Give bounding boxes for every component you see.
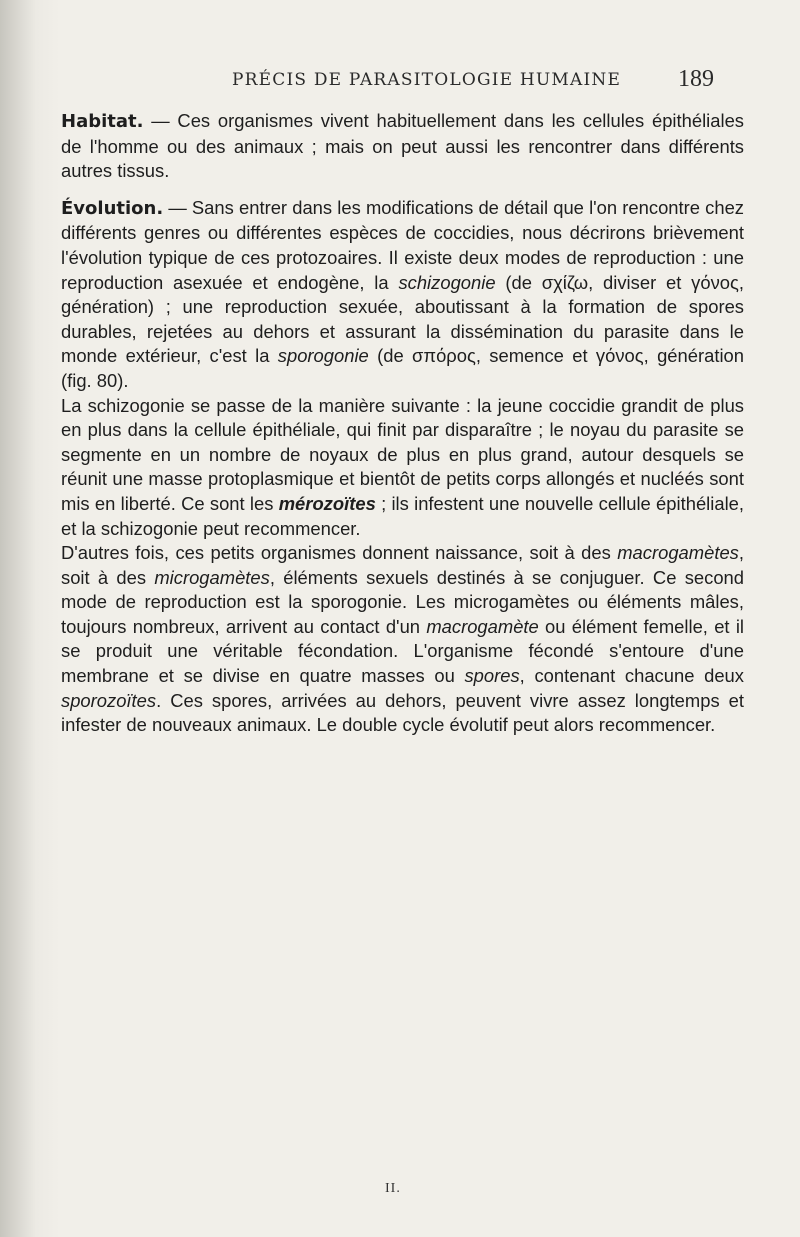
term-merozoites: mérozoïtes: [278, 492, 376, 514]
printer-signature: II.: [385, 1181, 401, 1196]
page-header: [0, 66, 800, 96]
term-macrogametes: macrogamètes: [617, 542, 739, 564]
sporogonie-text-e: , contenant chacune deux: [519, 665, 744, 687]
sporogonie-text-f: . Ces spores, arrivées au dehors, peuvent vivre assez longtemps et infester de nouveaux animaux. Le double cycle évolutif peut alors recommencer.: [61, 689, 744, 736]
sporogonie-paragraph: [61, 541, 744, 738]
term-sporogonie: sporogonie: [277, 345, 369, 367]
sporogonie-text-a: D'autres fois, ces petits organismes donnent naissance, soit à des: [61, 542, 618, 564]
evolution-heading: Évolution.: [61, 197, 164, 219]
term-spores: spores: [464, 665, 520, 687]
term-schizogonie: schizogonie: [398, 271, 496, 293]
body-text: [61, 109, 744, 738]
evolution-paragraph: [61, 196, 744, 394]
term-sporozoites: sporozoïtes: [61, 689, 157, 711]
evolution-text-b: (de σχίζω, diviser et γόνος, génération) ; une reproduction sexuée, aboutissant à la formation de spores durables, rejetées au dehors et assurant la dissémination du parasite dans le monde extérieur, c'est la: [61, 271, 744, 367]
evolution-text-c: (de σπόρος, semence et γόνος, génération (fig. 80).: [61, 345, 744, 391]
habitat-text: — Ces organismes vivent habituellement dans les cellules épithéliales de l'homme ou des animaux ; mais on peut aussi les rencontrer dans différents autres tissus.: [61, 110, 744, 182]
page-edge-shadow: [0, 0, 60, 1237]
evolution-text-a: — Sans entrer dans les modifications de détail que l'on rencontre chez différents genres ou différentes espèces de coccidies, nous décrirons brièvement l'évolution typique de ces protozoaires. Il existe deux modes de reproduction : une reproduction asexuée et endogène, la: [61, 196, 744, 293]
sporogonie-text-b: , soit à des: [61, 542, 744, 588]
schizogonie-paragraph: [61, 394, 744, 542]
schizogonie-text-a: La schizogonie se passe de la manière suivante : la jeune coccidie grandit de plus en plus dans la cellule épithéliale, qui finit par disparaître ; le noyau du parasite se segmente en un nombre de noyaux de plus en plus grand, autour desquels se réunit une masse protoplasmique et bientôt de petits corps allongés et nucléés sont mis en liberté. Ce sont les: [61, 394, 744, 514]
term-microgametes: microgamètes: [154, 566, 270, 588]
habitat-heading: Habitat.: [61, 111, 144, 132]
page-number: 189: [678, 66, 714, 92]
running-head: PRÉCIS DE PARASITOLOGIE HUMAINE: [232, 70, 622, 90]
term-macrogamete: macrogamète: [426, 615, 539, 637]
sporogonie-text-d: ou élément femelle, et il se produit une véritable fécondation. L'organisme fécondé s'entoure d'une membrane et se divise en quatre masses ou: [61, 615, 744, 687]
sporogonie-text-c: , éléments sexuels destinés à se conjuguer. Ce second mode de reproduction est la sporogonie. Les microgamètes ou éléments mâles, toujours nombreux, arrivent au contact d'un: [61, 566, 744, 637]
habitat-paragraph: [61, 109, 744, 184]
schizogonie-text-b: ; ils infestent une nouvelle cellule épithéliale, et la schizogonie peut recommencer.: [61, 492, 744, 539]
